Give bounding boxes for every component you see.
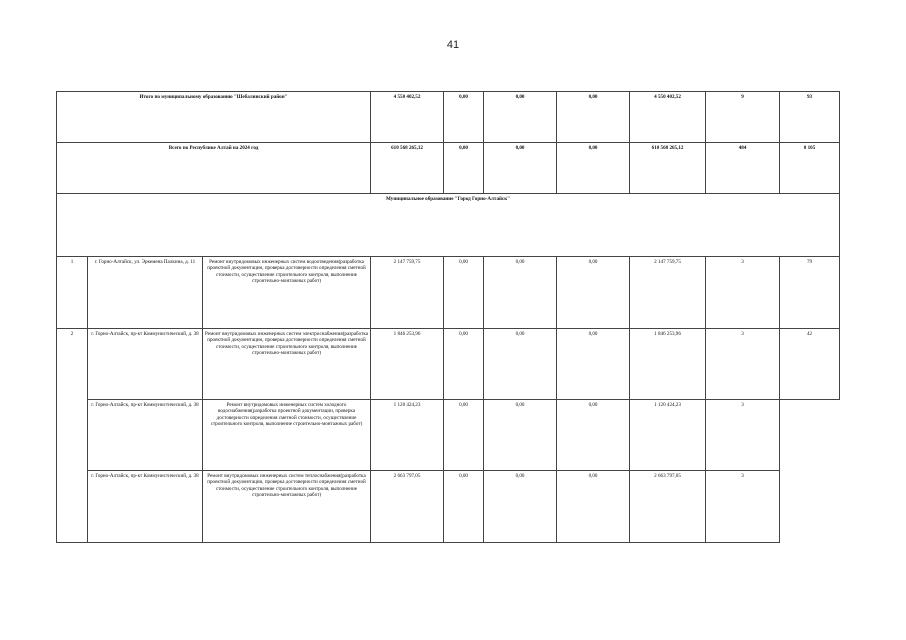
owner-fund-cell: 2 147 759,75 [630,257,706,329]
fund-cell: 0,00 [484,143,557,194]
section-header-row [57,194,840,257]
address-cell: г. Горно-Алтайск, пр-кт Коммунистический, д. 38 [88,471,203,543]
table-row [57,471,840,543]
fund-cell: 0,00 [484,329,557,400]
section-title: Муниципальное образование "Город Горно-Алтайск" [57,194,840,257]
fund-cell: 0,00 [444,257,484,329]
fund-cell: 0,00 [557,257,630,329]
total-row-district [57,92,840,143]
count-cell: 9 [706,92,780,143]
owner-fund-cell: 610 568 265,12 [630,143,706,194]
total-label: Итого по муниципальному образованию "Шебалинский район" [57,92,371,143]
fund-cell: 0,00 [557,92,630,143]
fund-cell: 0,00 [557,143,630,194]
owner-fund-cell: 2 663 797,05 [630,471,706,543]
count-cell: 3 [706,400,780,471]
address-cell: г. Горно-Алтайск, ул. Эркемена Палкина, д. 11 [88,257,203,329]
table-row [57,257,840,329]
fund-cell: 0,00 [484,92,557,143]
total-cost-cell: 1 846 253,96 [371,329,444,400]
total-row-republic [57,143,840,194]
fund-cell: 0,00 [444,400,484,471]
fund-cell: 0,00 [444,329,484,400]
work-description-cell: Ремонт внутридомовых инженерных систем электроснабжения(разработка проектной документации, проверка достоверности определения сметной стоимости, осуществление строительного контроля, выполнение строительно-монтажных работ) [203,329,371,400]
table-row [57,329,840,400]
work-description-cell: Ремонт внутридомовых инженерных систем теплоснабжения(разработка проектной документации, проверка достоверности определения сметной стоимости, осуществление строительного контроля, выполнение строительно-монтажных работ) [203,471,371,543]
area-cell: 93 [780,92,840,143]
owner-fund-cell: 1 120 424,23 [630,400,706,471]
empty-cell [780,400,840,543]
fund-cell: 0,00 [444,92,484,143]
total-cost-cell: 2 147 759,75 [371,257,444,329]
work-description-cell: Ремонт внутридомовых инженерных систем холодного водоснабжения(разработка проектной документации, проверка достоверности определения сметной стоимости, осуществление строительного контроля, выполнение строительно-монтажных работ) [203,400,371,471]
address-cell: г. Горно-Алтайск, пр-кт Коммунистический, д. 38 [88,329,203,400]
total-label: Всего по Республике Алтай на 2024 год [57,143,371,194]
row-number: 1 [57,257,88,329]
fund-cell: 0,00 [484,471,557,543]
area-cell: 42 [780,329,840,400]
owner-fund-cell: 1 846 253,96 [630,329,706,400]
count-cell: 3 [706,471,780,543]
row-number: 2 [57,329,88,543]
page-number: 41 [446,39,460,51]
total-cost-cell: 4 550 402,52 [371,92,444,143]
fund-cell: 0,00 [444,471,484,543]
fund-cell: 0,00 [444,143,484,194]
address-cell: г. Горно-Алтайск, пр-кт Коммунистический, д. 38 [88,400,203,471]
owner-fund-cell: 4 550 402,52 [630,92,706,143]
capital-repair-table [56,91,840,543]
table-row [57,400,840,471]
fund-cell: 0,00 [557,471,630,543]
fund-cell: 0,00 [484,400,557,471]
total-cost-cell: 610 568 265,12 [371,143,444,194]
work-description-cell: Ремонт внутридомовых инженерных систем водоотведения(разработка проектной документации, проверка достоверности определения сметной стоимости, осуществление строительного контроля, выполнение строительно-монтажных работ) [203,257,371,329]
total-cost-cell: 2 663 797,05 [371,471,444,543]
fund-cell: 0,00 [557,400,630,471]
count-cell: 484 [706,143,780,194]
area-cell: 79 [780,257,840,329]
count-cell: 3 [706,329,780,400]
fund-cell: 0,00 [557,329,630,400]
fund-cell: 0,00 [484,257,557,329]
count-cell: 3 [706,257,780,329]
area-cell: 0 105 [780,143,840,194]
total-cost-cell: 1 120 424,23 [371,400,444,471]
